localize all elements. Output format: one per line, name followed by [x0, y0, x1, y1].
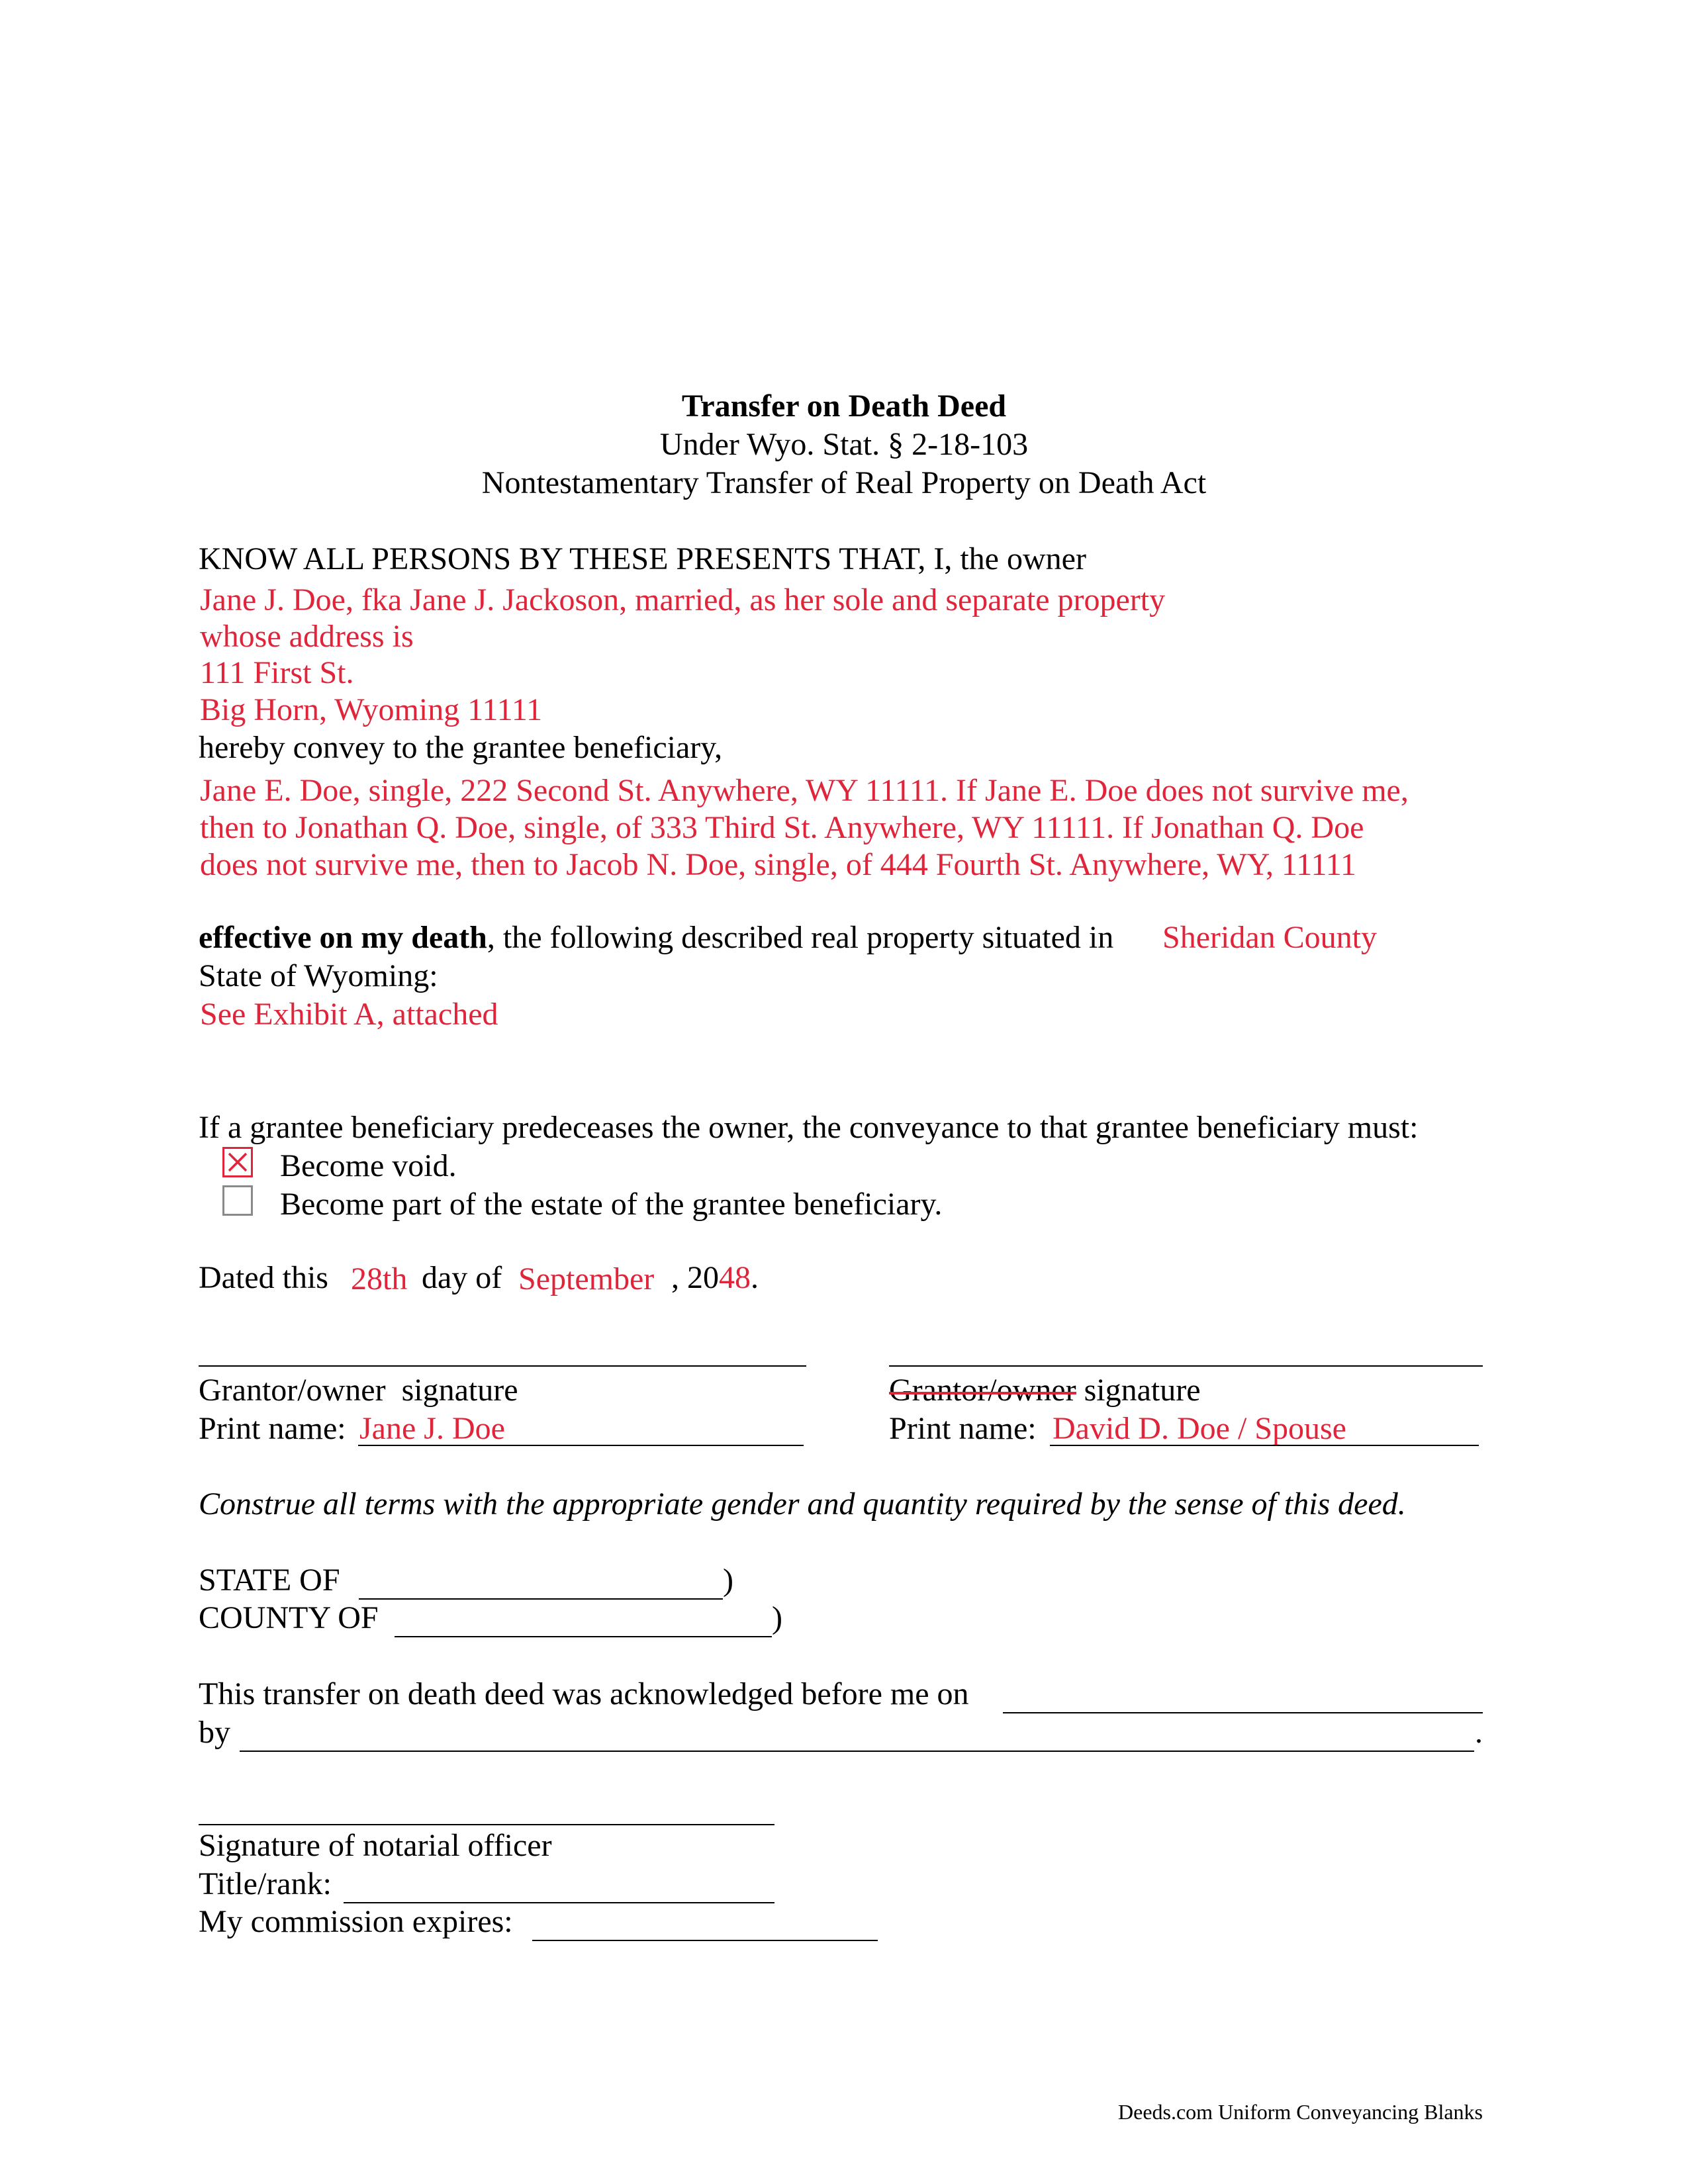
state-of-label: STATE OF — [199, 1563, 340, 1598]
second-print-label: Print name: — [889, 1411, 1037, 1446]
owner-address-line1: 111 First St. — [200, 655, 354, 690]
know-all-persons-intro: KNOW ALL PERSONS BY THESE PRESENTS THAT, I, the owner — [199, 541, 1086, 576]
statute-reference: Under Wyo. Stat. § 2-18-103 — [659, 427, 1029, 462]
county-bracket: ) — [772, 1600, 782, 1635]
commission-expires-line — [532, 1940, 878, 1941]
by-period: . — [1475, 1715, 1483, 1750]
dated-day-of: day of — [422, 1260, 502, 1295]
acknowledgment-text: This transfer on death deed was acknowledged before me on — [199, 1676, 969, 1711]
by-line — [240, 1751, 1474, 1752]
dated-prefix: Dated this — [199, 1260, 328, 1295]
convey-text: hereby convey to the grantee beneficiary, — [199, 730, 723, 765]
state-line: State of Wyoming: — [199, 958, 438, 993]
dated-year — [671, 1259, 759, 1297]
act-name: Nontestamentary Transfer of Real Property on Death Act — [481, 465, 1207, 500]
grantor-print-label: Print name: — [199, 1411, 346, 1446]
second-signature-label — [889, 1371, 1201, 1410]
dated-period: . — [751, 1260, 759, 1295]
state-of-line — [359, 1598, 723, 1600]
notary-signature-label: Signature of notarial officer — [199, 1828, 552, 1863]
struck-grantor-owner: Grantor/owner — [889, 1373, 1076, 1408]
grantor-print-line — [358, 1445, 804, 1446]
footer-credit: Deeds.com Uniform Conveyancing Blanks — [1118, 2100, 1483, 2124]
address-label: whose address is — [200, 619, 414, 654]
void-option-label: Become void. — [280, 1148, 457, 1183]
state-bracket: ) — [723, 1563, 733, 1598]
dated-year-suffix: 48 — [719, 1260, 751, 1295]
legal-description: See Exhibit A, attached — [200, 997, 498, 1032]
grantor-signature-label: Grantor/owner signature — [199, 1373, 518, 1408]
commission-expires-label: My commission expires: — [199, 1904, 513, 1939]
by-label: by — [199, 1715, 230, 1750]
dated-month: September — [518, 1261, 655, 1297]
second-print-name: David D. Doe / Spouse — [1053, 1411, 1346, 1446]
county-of-line — [395, 1636, 772, 1637]
document-title: Transfer on Death Deed — [681, 388, 1007, 424]
owner-address-line2: Big Horn, Wyoming 11111 — [200, 692, 543, 727]
second-signature-line — [889, 1365, 1483, 1367]
second-signature-label-rest: signature — [1076, 1373, 1201, 1408]
owner-name: Jane J. Doe, fka Jane J. Jackoson, married, as her sole and separate property — [200, 582, 1166, 617]
dated-day: 28th — [351, 1261, 408, 1297]
beneficiary-line-1: Jane E. Doe, single, 222 Second St. Anywhere, WY 11111. If Jane E. Doe does not survive me, — [200, 773, 1409, 808]
notary-signature-line — [199, 1824, 774, 1825]
acknowledgment-date-line — [1003, 1712, 1483, 1713]
predecease-question: If a grantee beneficiary predeceases the owner, the conveyance to that grantee beneficiary must: — [199, 1110, 1419, 1145]
beneficiary-line-3: does not survive me, then to Jacob N. Doe, single, of 444 Fourth St. Anywhere, WY, 11111 — [200, 847, 1356, 882]
grantor-print-name: Jane J. Doe — [359, 1411, 505, 1446]
title-rank-label: Title/rank: — [199, 1866, 332, 1901]
void-checkbox[interactable] — [222, 1147, 253, 1177]
checkmark-x-icon — [227, 1152, 248, 1173]
estate-checkbox[interactable] — [222, 1185, 253, 1216]
grantor-signature-line — [199, 1365, 806, 1367]
county-value: Sheridan County — [1162, 920, 1377, 955]
effective-bold-text: effective on my death — [199, 920, 487, 955]
effective-rest-text: , the following described real property situated in — [487, 920, 1114, 955]
beneficiary-line-2: then to Jonathan Q. Doe, single, of 333 Third St. Anywhere, WY 11111. If Jonathan Q. Doe — [200, 810, 1364, 845]
second-print-line — [1050, 1445, 1479, 1446]
county-of-label: COUNTY OF — [199, 1600, 379, 1635]
dated-year-prefix: , 20 — [671, 1260, 719, 1295]
construe-clause: Construe all terms with the appropriate gender and quantity required by the sense of this deed. — [199, 1486, 1406, 1522]
estate-option-label: Become part of the estate of the grantee beneficiary. — [280, 1187, 943, 1222]
effective-clause — [199, 919, 1113, 957]
